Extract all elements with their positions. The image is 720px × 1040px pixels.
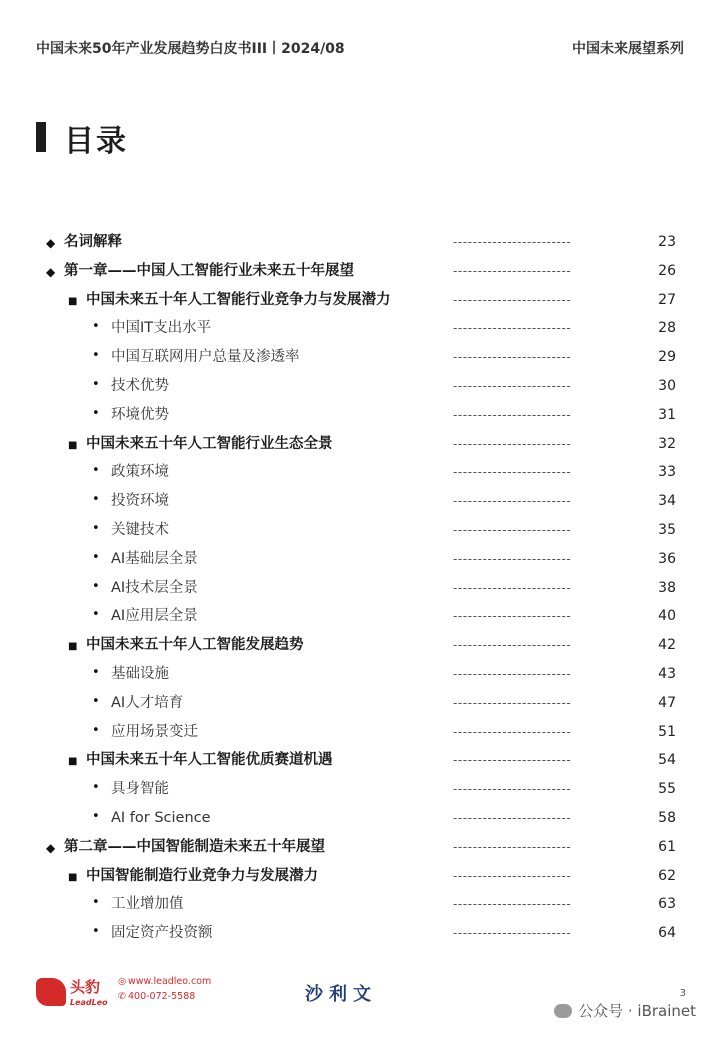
toc-row[interactable] [0,604,720,633]
toc-leader-dashes: ------------------------ [453,263,572,278]
toc-leader-dashes: ------------------------ [453,638,572,653]
toc-page-number: 23 [658,234,676,250]
toc-leader-dashes: ------------------------ [453,580,572,595]
toc-leader-dashes: ------------------------ [453,292,572,307]
toc-entry-label: 政策环境 [111,464,169,481]
toc-row[interactable] [0,345,720,374]
toc-row[interactable] [0,777,720,806]
toc-page-number: 35 [658,521,676,538]
toc-entry-label: 中国未来五十年人工智能优质赛道机遇 [86,752,333,769]
toc-entry-label: 基础设施 [111,665,169,682]
logo-english-name: LeadLeo [70,998,108,1007]
toc-entry-label: 中国互联网用户总量及渗透率 [111,349,300,366]
toc-row[interactable] [0,460,720,489]
dot-bullet-icon: • [92,664,100,680]
toc-row[interactable] [0,576,720,605]
dot-bullet-icon: • [92,607,100,623]
dot-bullet-icon: • [92,319,100,335]
dot-bullet-icon: • [92,376,100,392]
toc-entry-label: 工业增加值 [111,896,184,913]
title-accent-bar [36,122,46,152]
toc-row[interactable] [0,748,720,777]
page-title: 目录 [64,124,128,159]
square-bullet-icon: ■ [68,871,78,883]
toc-page-number: 38 [658,579,676,596]
dot-bullet-icon: • [92,693,100,709]
toc-leader-dashes: ------------------------ [453,609,572,624]
toc-page-number: 62 [658,867,676,884]
table-of-contents [0,230,720,950]
dot-bullet-icon: • [92,808,100,824]
toc-row[interactable] [0,892,720,921]
dot-bullet-icon: • [92,405,100,421]
toc-row[interactable] [0,518,720,547]
toc-page-number: 64 [658,925,676,942]
watermark-text: 公众号 · iBrainet [578,1002,696,1020]
toc-entry-label: 中国IT支出水平 [111,320,212,337]
toc-row[interactable] [0,230,720,259]
toc-row[interactable] [0,288,720,317]
toc-page-number: 40 [658,608,676,625]
toc-row[interactable] [0,864,720,893]
logo-chinese-name: 头豹 [70,978,101,996]
toc-leader-dashes: ------------------------ [453,753,572,768]
toc-page-number: 61 [658,838,676,855]
toc-page-number: 27 [658,291,676,308]
toc-entry-label: 中国未来五十年人工智能行业生态全景 [86,435,333,452]
toc-entry-label: AI应用层全景 [111,608,198,625]
toc-entry-label: 第二章——中国智能制造未来五十年展望 [64,838,325,855]
toc-page-number: 30 [658,377,676,394]
phone-line [118,989,211,1004]
toc-page-number: 28 [658,320,676,337]
dot-bullet-icon: • [92,492,100,508]
wechat-icon [554,1004,572,1018]
diamond-bullet-icon: ◆ [46,264,56,279]
toc-leader-dashes: ------------------------ [453,522,572,537]
toc-page-number: 63 [658,896,676,913]
toc-entry-label: 具身智能 [111,781,169,798]
dot-bullet-icon: • [92,722,100,738]
diamond-bullet-icon: ◆ [46,840,56,855]
toc-leader-dashes: ------------------------ [453,436,572,451]
toc-entry-label: 技术优势 [111,377,169,394]
toc-leader-dashes: ------------------------ [453,868,572,883]
toc-entry-label: 中国智能制造行业竞争力与发展潜力 [86,867,318,884]
toc-row[interactable] [0,259,720,288]
toc-entry-label: 应用场景变迁 [111,723,198,740]
toc-row[interactable] [0,633,720,662]
toc-entry-label: 中国未来五十年人工智能发展趋势 [86,637,304,654]
header-report-title: 中国未来50年产业发展趋势白皮书III丨2024/08 [36,41,345,57]
toc-page-number: 34 [658,493,676,510]
dot-bullet-icon: • [92,578,100,594]
toc-row[interactable] [0,921,720,950]
toc-entry-label: AI for Science [111,809,211,826]
dot-bullet-icon: • [92,463,100,479]
toc-entry-label: 固定资产投资额 [111,925,213,942]
toc-page-number: 58 [658,809,676,826]
toc-row[interactable] [0,662,720,691]
diamond-bullet-icon: ◆ [46,236,56,250]
toc-entry-label: AI基础层全景 [111,550,198,567]
toc-row[interactable] [0,691,720,720]
phone-icon: ✆ [118,991,126,1002]
toc-row[interactable] [0,835,720,864]
page-number: 3 [679,988,686,999]
wechat-watermark [554,1000,696,1021]
toc-row[interactable] [0,547,720,576]
contact-info [118,974,211,1004]
toc-entry-label: 关键技术 [111,521,169,538]
website-line [118,974,211,989]
toc-row[interactable] [0,316,720,345]
dot-bullet-icon: • [92,348,100,364]
toc-row[interactable] [0,806,720,835]
toc-entry-label: 中国未来五十年人工智能行业竞争力与发展潜力 [86,291,391,308]
toc-entry-label: 环境优势 [111,406,169,423]
toc-leader-dashes: ------------------------ [453,407,572,422]
toc-entry-label: 名词解释 [64,234,122,250]
toc-leader-dashes: ------------------------ [453,235,572,249]
toc-page-number: 36 [658,550,676,567]
toc-page-number: 51 [658,723,676,740]
toc-leader-dashes: ------------------------ [453,926,572,941]
toc-entry-label: 投资环境 [111,493,169,510]
leadleo-logo [36,974,128,1014]
toc-page-number: 32 [658,435,676,452]
toc-row[interactable] [0,432,720,461]
website-link[interactable]: www.leadleo.com [128,976,212,987]
toc-page-number: 43 [658,665,676,682]
toc-page-number: 29 [658,349,676,366]
toc-row[interactable] [0,374,720,403]
toc-leader-dashes: ------------------------ [453,839,572,854]
toc-leader-dashes: ------------------------ [453,724,572,739]
toc-page-number: 55 [658,781,676,798]
toc-entry-label: AI人才培育 [111,694,184,711]
dot-bullet-icon: • [92,549,100,565]
frost-sullivan-brand: 沙利文 [305,984,377,1005]
toc-row[interactable] [0,720,720,749]
toc-page-number: 47 [658,694,676,711]
dot-bullet-icon: • [92,780,100,796]
toc-entry-label: 第一章——中国人工智能行业未来五十年展望 [64,262,354,279]
toc-leader-dashes: ------------------------ [453,321,572,336]
toc-leader-dashes: ------------------------ [453,465,572,480]
toc-page-number: 33 [658,464,676,481]
toc-entry-label: AI技术层全景 [111,579,198,596]
toc-leader-dashes: ------------------------ [453,782,572,797]
leopard-logo-icon [36,978,66,1006]
dot-bullet-icon: • [92,520,100,536]
toc-row[interactable] [0,489,720,518]
toc-leader-dashes: ------------------------ [453,494,572,509]
square-bullet-icon: ■ [68,295,78,307]
toc-leader-dashes: ------------------------ [453,666,572,681]
square-bullet-icon: ■ [68,756,78,768]
square-bullet-icon: ■ [68,439,78,451]
phone-number: 400-072-5588 [128,991,196,1002]
header-series-name: 中国未来展望系列 [572,41,684,57]
globe-icon: ◎ [118,976,127,987]
square-bullet-icon: ■ [68,641,78,653]
toc-page-number: 54 [658,752,676,769]
toc-row[interactable] [0,403,720,432]
dot-bullet-icon: • [92,924,100,940]
toc-page-number: 42 [658,637,676,654]
toc-leader-dashes: ------------------------ [453,378,572,393]
toc-leader-dashes: ------------------------ [453,897,572,912]
toc-leader-dashes: ------------------------ [453,350,572,365]
toc-leader-dashes: ------------------------ [453,695,572,710]
toc-leader-dashes: ------------------------ [453,810,572,825]
dot-bullet-icon: • [92,895,100,911]
toc-page-number: 31 [658,406,676,423]
page-footer [0,966,720,1026]
toc-page-number: 26 [658,262,676,279]
toc-leader-dashes: ------------------------ [453,551,572,566]
